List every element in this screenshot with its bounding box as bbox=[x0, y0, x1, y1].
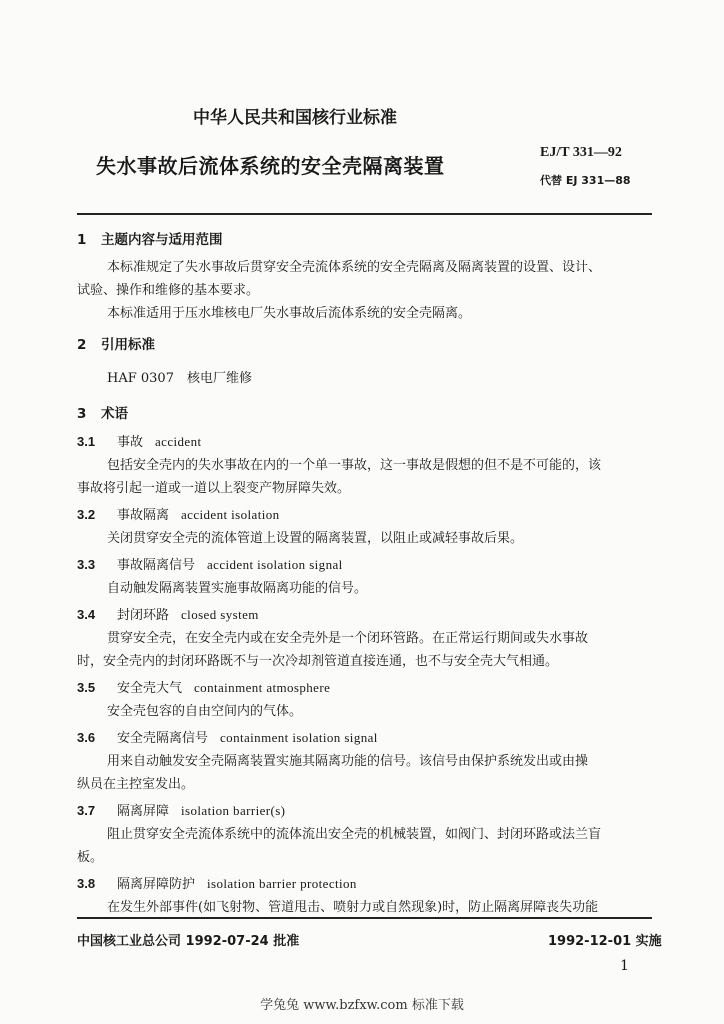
definition-line: 关闭贯穿安全壳的流体管道上设置的隔离装置，以阻止或减轻事故后果。 bbox=[107, 531, 524, 546]
section-title: 主题内容与适用范围 bbox=[101, 232, 223, 248]
section-2-heading bbox=[77, 334, 653, 357]
reference-item: HAF 0307 核电厂维修 bbox=[107, 371, 252, 386]
term-3-2 bbox=[77, 503, 653, 527]
paragraph-line: 试验、操作和维修的基本要求。 bbox=[77, 283, 260, 298]
section-number: 2 bbox=[77, 337, 87, 353]
term-english: accident bbox=[155, 434, 202, 449]
term-chinese: 封闭环路 bbox=[117, 608, 170, 623]
page-number: 1 bbox=[620, 958, 629, 974]
term-number: 3.7 bbox=[77, 803, 96, 818]
term-english: closed system bbox=[181, 607, 259, 622]
definition-line: 在发生外部事件(如飞射物、管道甩击、喷射力或自然现象)时，防止隔离屏障丧失功能 bbox=[107, 900, 599, 915]
term-english: containment isolation signal bbox=[220, 730, 378, 745]
term-3-7 bbox=[77, 799, 653, 823]
definition-line: 用来自动触发安全壳隔离装置实施其隔离功能的信号。该信号由保护系统发出或由操 bbox=[107, 754, 589, 769]
term-3-3 bbox=[77, 553, 653, 577]
definition-line: 贯穿安全壳，在安全壳内或在安全壳外是一个闭环管路。在正常运行期间或失水事故 bbox=[107, 631, 589, 646]
term-number: 3.4 bbox=[77, 607, 96, 622]
term-number: 3.2 bbox=[77, 507, 96, 522]
term-chinese: 事故隔离 bbox=[117, 508, 170, 523]
term-3-6 bbox=[77, 726, 653, 750]
term-english: accident isolation signal bbox=[207, 557, 343, 572]
term-3-8 bbox=[77, 872, 653, 896]
term-3-1 bbox=[77, 430, 653, 454]
section-title: 引用标准 bbox=[101, 337, 155, 353]
definition-line: 事故将引起一道或一道以上裂变产物屏障失效。 bbox=[77, 481, 351, 496]
document-body bbox=[77, 226, 653, 919]
term-number: 3.5 bbox=[77, 680, 96, 695]
term-3-5 bbox=[77, 676, 653, 700]
term-chinese: 隔离屏障 bbox=[117, 804, 170, 819]
definition-line: 包括安全壳内的失水事故在内的一个单一事故，这一事故是假想的但不是不可能的，该 bbox=[107, 458, 602, 473]
term-number: 3.8 bbox=[77, 876, 96, 891]
definition-line: 时，安全壳内的封闭环路既不与一次冷却剂管道直接连通，也不与安全壳大气相通。 bbox=[77, 654, 559, 669]
section-1-heading bbox=[77, 229, 653, 252]
standard-replaces: 代替 EJ 331—88 bbox=[540, 174, 631, 187]
section-3-heading bbox=[77, 403, 653, 426]
section-number: 1 bbox=[77, 232, 87, 248]
term-english: containment atmosphere bbox=[194, 680, 331, 695]
implementation-date: 1992-12-01 实施 bbox=[548, 934, 662, 949]
term-english: accident isolation bbox=[181, 507, 280, 522]
document-title: 失水事故后流体系统的安全壳隔离装置 bbox=[96, 154, 445, 178]
definition-line: 阻止贯穿安全壳流体系统中的流体流出安全壳的机械装置，如阀门、封闭环路或法兰盲 bbox=[107, 827, 602, 842]
paragraph-line: 本标准适用于压水堆核电厂失水事故后流体系统的安全壳隔离。 bbox=[107, 306, 472, 321]
definition-line: 板。 bbox=[77, 850, 104, 865]
term-chinese: 事故 bbox=[117, 435, 144, 450]
standard-code: EJ/T 331—92 bbox=[540, 145, 622, 160]
term-chinese: 安全壳隔离信号 bbox=[117, 731, 209, 746]
term-chinese: 安全壳大气 bbox=[117, 681, 183, 696]
section-number: 3 bbox=[77, 406, 87, 422]
term-chinese: 隔离屏障防护 bbox=[117, 877, 196, 892]
definition-line: 纵员在主控室发出。 bbox=[77, 777, 195, 792]
section-title: 术语 bbox=[101, 406, 128, 422]
approval-date: 中国核工业总公司 1992-07-24 批准 bbox=[77, 934, 300, 949]
term-3-4 bbox=[77, 603, 653, 627]
org-title: 中华人民共和国核行业标准 bbox=[193, 108, 397, 128]
term-chinese: 事故隔离信号 bbox=[117, 558, 196, 573]
footer-divider bbox=[77, 917, 652, 919]
paragraph-line: 本标准规定了失水事故后贯穿安全壳流体系统的安全壳隔离及隔离装置的设置、设计、 bbox=[107, 260, 602, 275]
term-number: 3.3 bbox=[77, 557, 96, 572]
definition-line: 安全壳包容的自由空间内的气体。 bbox=[107, 704, 303, 719]
definition-line: 自动触发隔离装置实施事故隔离功能的信号。 bbox=[107, 581, 368, 596]
term-english: isolation barrier(s) bbox=[181, 803, 286, 818]
term-english: isolation barrier protection bbox=[207, 876, 357, 891]
header-divider bbox=[77, 213, 652, 215]
term-number: 3.1 bbox=[77, 434, 96, 449]
term-number: 3.6 bbox=[77, 730, 96, 745]
site-watermark: 学兔兔 www.bzfxw.com 标准下载 bbox=[260, 998, 464, 1013]
